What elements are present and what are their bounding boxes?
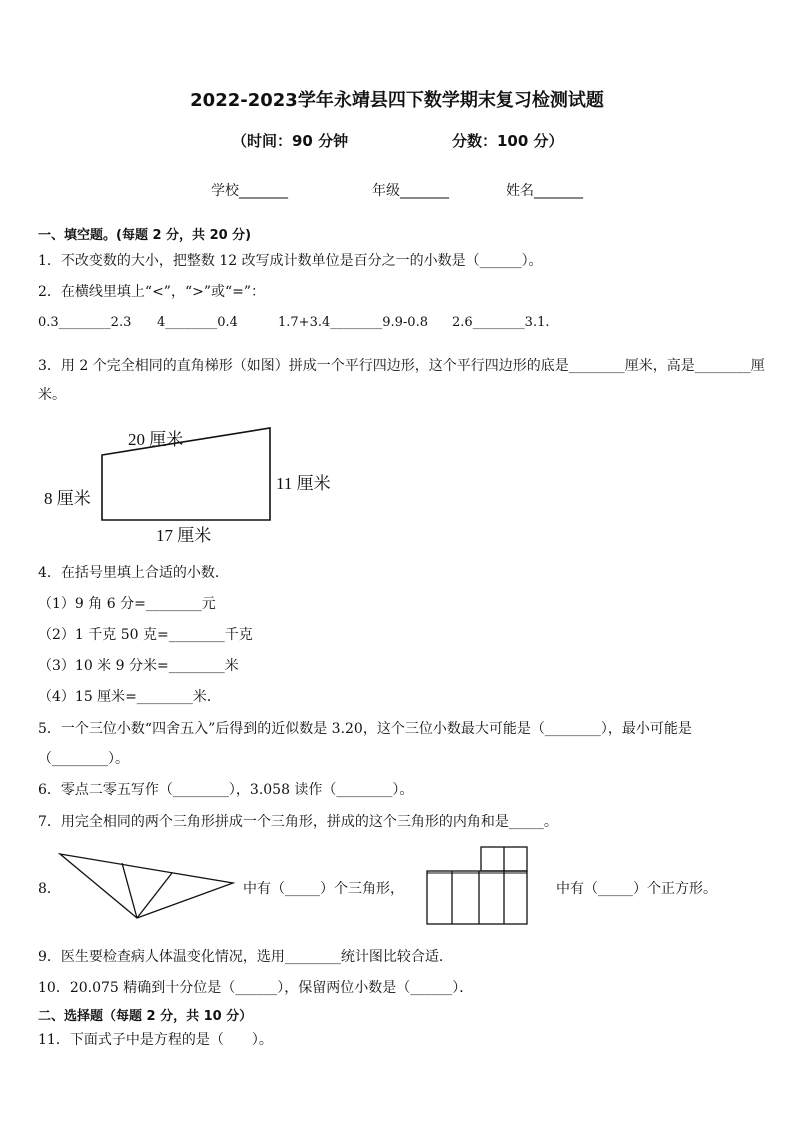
question-5-line-1: 5．一个三位小数“四舍五入”后得到的近似数是 3.20，这个三位小数最大可能是（________），最小可能是 [38, 721, 692, 737]
question-8-squares: 中有（_____）个正方形。 [556, 881, 717, 897]
question-11: 11．下面式子中是方程的是（ ）。 [38, 1032, 273, 1048]
compare-item-1: 0.3________2.3 [38, 315, 132, 330]
question-1: 1．不改变数的大小，把整数 12 改写成计数单位是百分之一的小数是（______）。 [38, 253, 543, 269]
compare-item-2: 4________0.4 [157, 315, 238, 330]
question-4-item-2: （2）1 千克 50 克=________千克 [38, 627, 253, 643]
question-4-item-1: （1）9 角 6 分=________元 [38, 596, 216, 612]
section-1-title: 一、填空题。(每题 2 分，共 20 分) [38, 228, 252, 243]
trapezoid-bottom-label: 17 厘米 [156, 526, 212, 545]
question-9: 9．医生要检查病人体温变化情况，选用________统计图比较合适． [38, 949, 453, 965]
compare-item-3: 1.7+3.4________9.9-0.8 [278, 315, 428, 330]
exam-time: （时间：90 分钟 [232, 132, 349, 150]
trapezoid-left-label: 8 厘米 [44, 489, 91, 508]
question-2: 2．在横线里填上“<”，“>”或“=”： [38, 284, 266, 300]
school-field: 学校_______ [211, 183, 288, 199]
question-4-item-3: （3）10 米 9 分米=________米 [38, 658, 239, 674]
trapezoid-top-label: 20 厘米 [128, 430, 184, 449]
question-4: 4．在括号里填上合适的小数． [38, 565, 229, 581]
question-3-line-1: 3．用 2 个完全相同的直角梯形（如图）拼成一个平行四边形，这个平行四边形的底是________厘米，高是________厘 [38, 358, 765, 374]
question-5-line-2: （________）。 [38, 751, 129, 767]
question-3-line-2: 米。 [38, 387, 66, 403]
trapezoid-right-label: 11 厘米 [276, 474, 331, 493]
name-field: 姓名_______ [506, 183, 583, 199]
question-10: 10．20.075 精确到十分位是（______），保留两位小数是（______）． [38, 980, 474, 996]
section-2-title: 二、选择题（每题 2 分，共 10 分） [38, 1009, 253, 1024]
grade-field: 年级_______ [372, 183, 449, 199]
compare-item-4: 2.6________3.1. [452, 315, 550, 330]
exam-score: 分数：100 分） [452, 132, 564, 150]
question-8-triangles: 中有（_____）个三角形， [243, 881, 404, 897]
question-6: 6．零点二零五写作（________），3.058 读作（________）。 [38, 782, 414, 798]
question-4-item-4: （4）15 厘米=________米． [38, 689, 221, 705]
question-8-number: 8． [38, 881, 61, 897]
page-title: 2022-2023学年永靖县四下数学期末复习检测试题 [190, 90, 604, 111]
question-7: 7．用完全相同的两个三角形拼成一个三角形，拼成的这个三角形的内角和是_____。 [38, 814, 558, 830]
